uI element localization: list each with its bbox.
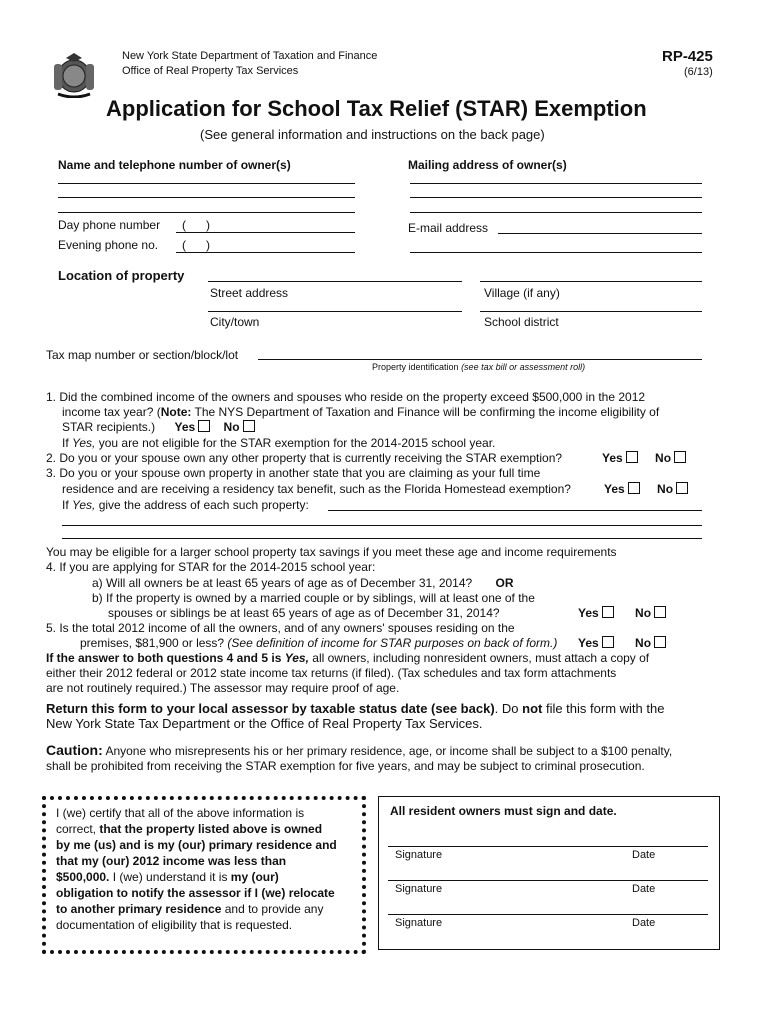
q1-line-2: [62, 405, 659, 420]
signature-line-3[interactable]: [388, 914, 708, 915]
day-phone-open-paren: (: [182, 218, 186, 232]
signature-heading: All resident owners must sign and date.: [390, 804, 617, 818]
school-district-field[interactable]: [480, 311, 702, 312]
q1-line-4-rest: you are not eligible for the STAR exemption for the 2014-2015 school year.: [95, 436, 496, 450]
q1-line-2b: The NYS Department of Taxation and Finance will be confirming the income eligibility of: [191, 405, 660, 419]
q3-address-field-1[interactable]: [328, 510, 702, 511]
enhanced-intro: You may be eligible for a larger school property tax savings if you meet these age and income requirements: [46, 545, 617, 559]
owner-name-line-2[interactable]: [58, 197, 355, 198]
answer-line-2: either their 2012 federal or 2012 state income tax returns (if filed). (Tax schedules and tax form attachments: [46, 666, 617, 680]
certify-6: obligation to notify the assessor if I (we) relocate: [56, 886, 335, 900]
certify-3: by me (us) and is my (our) primary residence and: [56, 838, 337, 852]
signature-label-2: Signature: [395, 883, 443, 895]
q4-yes-label: Yes: [578, 606, 599, 620]
agency-name: New York State Department of Taxation and Finance: [122, 50, 378, 62]
q4-answers: [578, 606, 666, 621]
q2-yes-checkbox[interactable]: [626, 451, 638, 463]
q3-addr-rest: give the address of each such property:: [95, 498, 309, 512]
location-heading: Location of property: [58, 268, 185, 283]
page-title: Application for School Tax Relief (STAR) Exemption: [106, 96, 647, 121]
answer-line-1: [46, 651, 649, 666]
certify-4: that my (our) 2012 income was less than: [56, 854, 287, 868]
certify-2b: that the property listed above is owned: [99, 822, 323, 836]
q4a-text: [92, 576, 514, 591]
page-subtitle: (See general information and instructions on the back page): [200, 127, 545, 142]
q3-answers: [604, 482, 688, 497]
village-field[interactable]: [480, 281, 702, 282]
street-address-label: Street address: [210, 286, 289, 300]
evening-phone-field[interactable]: [176, 252, 355, 253]
q4-no-checkbox[interactable]: [654, 606, 666, 618]
email-line-2[interactable]: [410, 252, 702, 253]
owner-name-line-3[interactable]: [58, 212, 355, 213]
q3-yes-label: Yes: [604, 482, 625, 496]
q5-yes-checkbox[interactable]: [602, 636, 614, 648]
day-phone-field[interactable]: [176, 232, 355, 233]
q1-line-3: [62, 420, 255, 435]
caution-text-1: Anyone who misrepresents his or her primary residence, age, or income shall be subject to a $100 penalty,: [105, 744, 673, 758]
city-town-field[interactable]: [208, 311, 462, 312]
q3-address-field-3[interactable]: [62, 538, 702, 539]
q5-line-2a: premises, $81,900 or less?: [80, 636, 225, 650]
q1-yes-italic: Yes,: [72, 436, 96, 450]
email-field[interactable]: [498, 233, 702, 234]
q1-no-checkbox[interactable]: [243, 420, 255, 432]
mailing-address-label: Mailing address of owner(s): [408, 158, 567, 172]
mailing-line-3[interactable]: [410, 212, 702, 213]
q5-no-label: No: [635, 636, 652, 650]
q3-yes-checkbox[interactable]: [628, 482, 640, 494]
q2-no-checkbox[interactable]: [674, 451, 686, 463]
answer-1a: If the answer to both questions 4 and 5 is: [46, 651, 285, 665]
owner-name-line-1[interactable]: [58, 183, 355, 184]
signature-label-1: Signature: [395, 849, 443, 861]
q1-line-1: 1. Did the combined income of the owners and spouses who reside on the property exceed $500,000 in the 2012: [46, 390, 646, 404]
q1-line-2a: income tax year? (: [62, 405, 161, 419]
q1-no-label: No: [223, 420, 240, 434]
evening-phone-close-paren: ): [206, 238, 210, 252]
certify-5a: $500,000.: [56, 870, 110, 884]
office-name: Office of Real Property Tax Services: [122, 65, 299, 77]
evening-phone-label: Evening phone no.: [58, 238, 159, 252]
signature-line-2[interactable]: [388, 880, 708, 881]
q1-yes-label: Yes: [174, 420, 196, 434]
q4b-line-1: b) If the property is owned by a married couple or by siblings, will at least one of the: [92, 591, 535, 605]
q4b-line-2: spouses or siblings be at least 65 years of age as of December 31, 2014?: [108, 606, 500, 620]
q5-line-2: [80, 636, 557, 651]
q4-text: 4. If you are applying for STAR for the 2014-2015 school year:: [46, 560, 376, 574]
day-phone-close-paren: ): [206, 218, 210, 232]
return-p2: file this form with the: [542, 701, 665, 716]
return-p1: . Do: [494, 701, 523, 716]
school-district-label: School district: [484, 315, 559, 329]
village-label: Village (if any): [484, 286, 560, 300]
return-not: not: [522, 701, 543, 716]
q3-no-checkbox[interactable]: [676, 482, 688, 494]
caution-label: Caution:: [46, 742, 103, 758]
certify-2a: correct,: [56, 822, 100, 836]
street-address-field[interactable]: [208, 281, 462, 282]
answer-line-3: are not routinely required.) The assessor may require proof of age.: [46, 681, 400, 695]
q5-yes-label: Yes: [578, 636, 599, 650]
return-bold: Return this form to your local assessor by taxable status date (see back): [46, 701, 495, 716]
q2-yes-label: Yes: [602, 451, 623, 465]
certify-7: [56, 902, 323, 917]
answer-1b: Yes,: [284, 651, 309, 665]
return-line-1: [46, 701, 664, 716]
owner-name-label: Name and telephone number of owner(s): [58, 158, 291, 172]
certify-5c: my (our): [230, 870, 279, 884]
q3-address-label: [62, 498, 309, 513]
q3-line-1: 3. Do you or your spouse own property in another state that you are claiming as your full time: [46, 466, 541, 480]
day-phone-label: Day phone number: [58, 218, 161, 232]
q2-no-label: No: [655, 451, 672, 465]
email-label: E-mail address: [408, 221, 489, 235]
property-id-caption: [372, 362, 585, 372]
certify-5: [56, 870, 279, 885]
certify-7a: to another primary residence: [56, 902, 222, 916]
q1-line-3-text: STAR recipients.): [62, 420, 156, 434]
signature-label-3: Signature: [395, 917, 443, 929]
certify-7b: and to provide any: [221, 902, 324, 916]
caution-line-2: shall be prohibited from receiving the STAR exemption for five years, and may be subject to criminal prosecution.: [46, 759, 645, 773]
mailing-line-2[interactable]: [410, 197, 702, 198]
date-label-2: Date: [632, 883, 656, 895]
property-id-label: Property identification: [372, 362, 459, 372]
q3-no-label: No: [657, 482, 674, 496]
tax-map-label: Tax map number or section/block/lot: [46, 348, 239, 362]
property-id-note: (see tax bill or assessment roll): [461, 362, 586, 372]
q3-addr-if: If: [62, 498, 73, 512]
certify-5b: I (we) understand it is: [109, 870, 231, 884]
q2-text: 2. Do you or your spouse own any other property that is currently receiving the STAR exemption?: [46, 451, 563, 465]
certify-8: documentation of eligibility that is requested.: [56, 918, 293, 932]
return-line-2: New York State Tax Department or the Office of Real Property Tax Services.: [46, 716, 483, 731]
tax-map-field[interactable]: [258, 359, 702, 360]
nys-seal-icon: [50, 50, 98, 98]
city-town-label: City/town: [210, 315, 260, 329]
q5-line-2b: (See definition of income for STAR purposes on back of form.): [227, 636, 558, 650]
q3-addr-yes: Yes,: [72, 498, 96, 512]
q4a-question: a) Will all owners be at least 65 years of age as of December 31, 2014?: [92, 576, 473, 590]
q1-yes-checkbox[interactable]: [198, 420, 210, 432]
q4-no-label: No: [635, 606, 652, 620]
caution-line-1: [46, 742, 672, 758]
q5-answers: [578, 636, 666, 651]
q1-note-word: Note:: [160, 405, 192, 419]
certify-1: I (we) certify that all of the above information is: [56, 806, 305, 820]
answer-1c: all owners, including nonresident owners, must attach a copy of: [308, 651, 650, 665]
certify-2: [56, 822, 322, 837]
q4-or: OR: [495, 576, 514, 590]
form-number: RP-425: [662, 48, 713, 65]
evening-phone-open-paren: (: [182, 238, 186, 252]
q3-line-2: residence and are receiving a residency tax benefit, such as the Florida Homestead exemption?: [62, 482, 571, 496]
q1-if: If: [62, 436, 73, 450]
q1-line-4: [62, 436, 495, 451]
q3-address-field-2[interactable]: [62, 525, 702, 526]
q2-answers: [602, 451, 686, 466]
date-label-1: Date: [632, 849, 656, 861]
form-date: (6/13): [684, 66, 713, 78]
q4-yes-checkbox[interactable]: [602, 606, 614, 618]
q5-no-checkbox[interactable]: [654, 636, 666, 648]
date-label-3: Date: [632, 917, 656, 929]
signature-line-1[interactable]: [388, 846, 708, 847]
q5-line-1: 5. Is the total 2012 income of all the owners, and of any owners' spouses residing on the: [46, 621, 515, 635]
mailing-line-1[interactable]: [410, 183, 702, 184]
